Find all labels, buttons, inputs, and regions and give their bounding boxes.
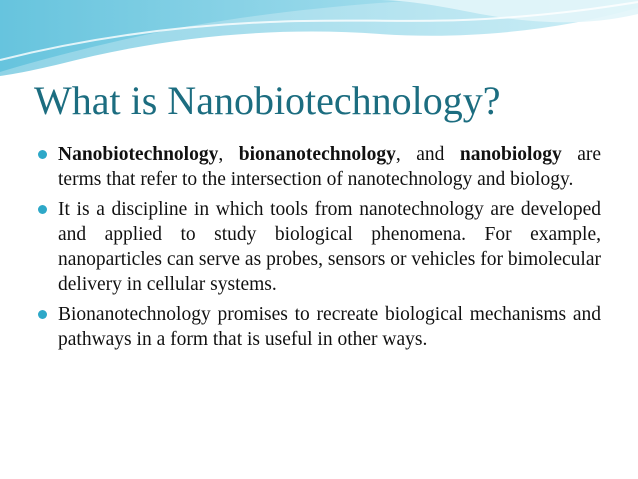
- bullet-dot-icon: [38, 205, 47, 214]
- bullet-text: It is a discipline in which tools from nanotechnology are developed and applied to study biological phenomena. For example, nanoparticles can serve as probes, sensors or vehicles for bimolecular delivery in cellular systems.: [58, 199, 601, 295]
- separator: , and: [395, 144, 460, 165]
- slide-title: What is Nanobiotechnology?: [34, 78, 501, 123]
- separator: ,: [218, 144, 239, 165]
- bullet-text: are terms that refer to the intersection of nanotechnology and biology.: [58, 144, 602, 190]
- bullet-item: [36, 302, 601, 352]
- bullet-text: Bionanotechnology promises to recreate biological mechanisms and pathways in a form that is useful in other ways.: [58, 304, 601, 350]
- bullet-item: [36, 197, 601, 297]
- term-bionanotechnology: bionanotechnology: [238, 144, 396, 165]
- bullet-item: [36, 142, 601, 192]
- term-nanobiology: nanobiology: [459, 144, 562, 165]
- bullet-dot-icon: [38, 150, 47, 159]
- header-wave-decoration: [0, 0, 638, 80]
- bullet-list: [36, 142, 601, 357]
- bullet-dot-icon: [38, 310, 47, 319]
- term-nanobiotechnology: Nanobiotechnology: [58, 144, 219, 165]
